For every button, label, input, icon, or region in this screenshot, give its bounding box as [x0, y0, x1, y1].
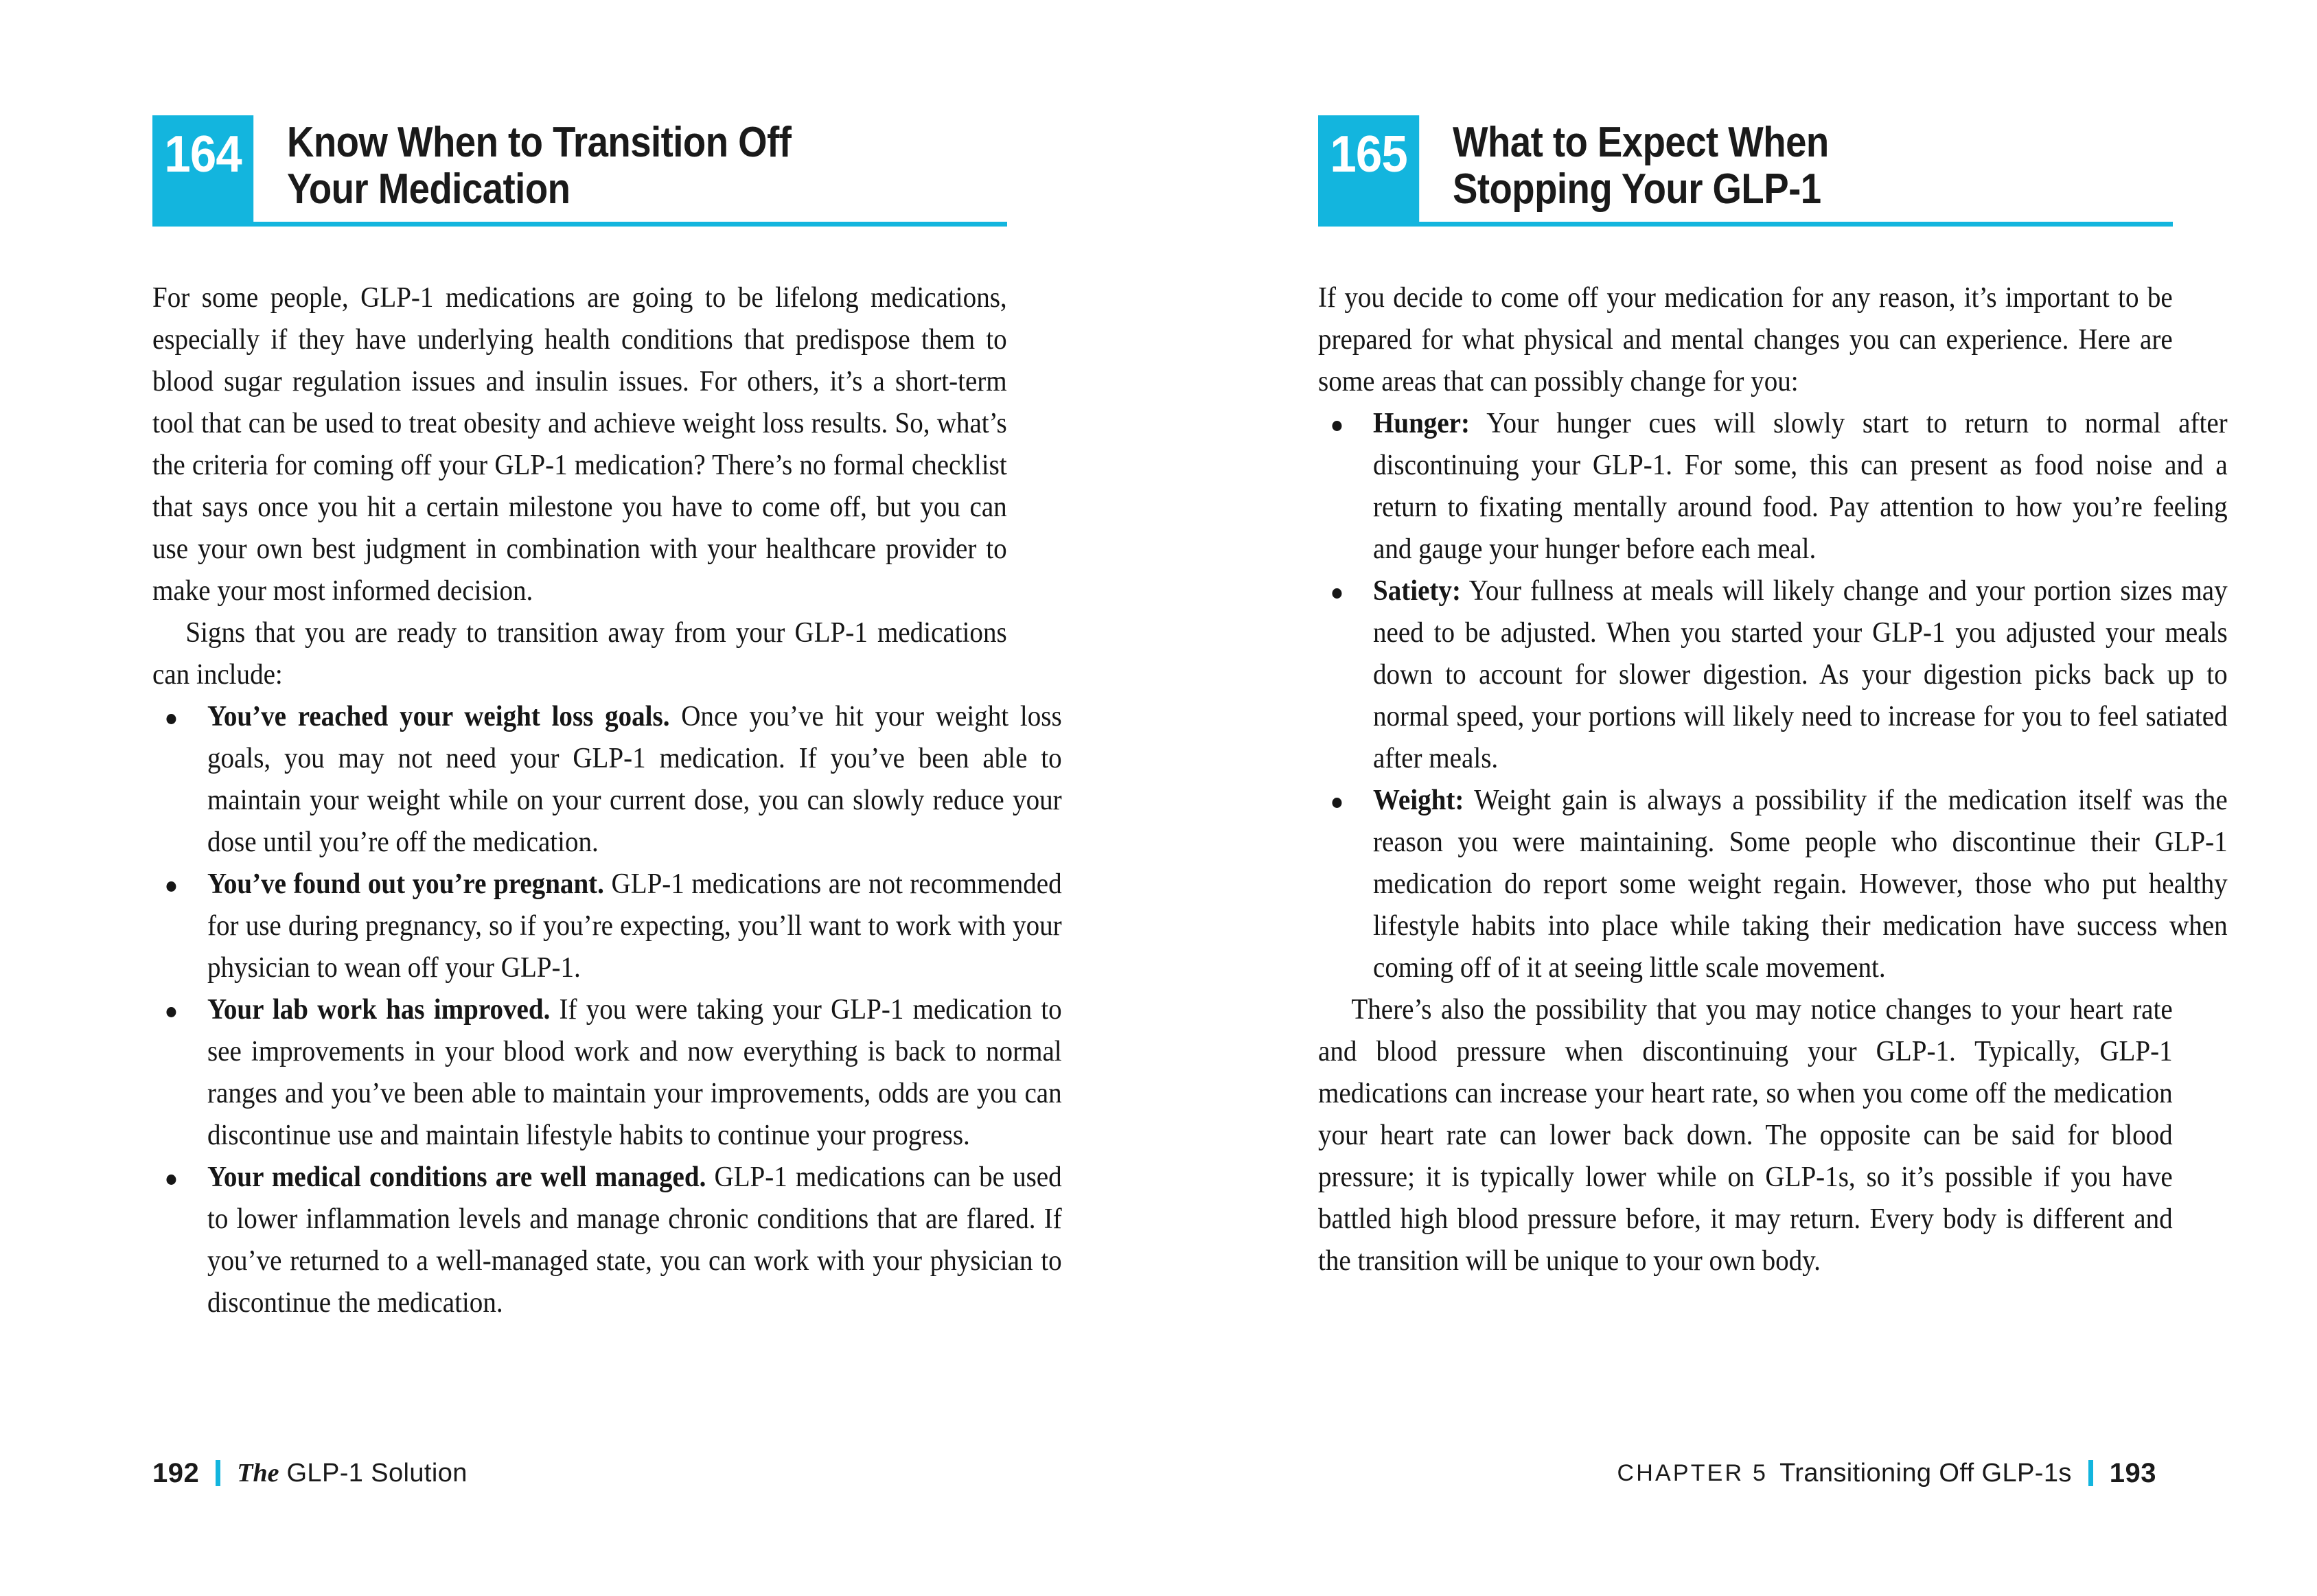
right-page — [1158, 0, 2316, 1596]
list-item-lead: You’ve found out you’re pregnant. — [207, 868, 604, 900]
right-page-footer — [1617, 1459, 2156, 1487]
tip-number-badge: 164 — [152, 115, 253, 222]
list-item-text: Your fullness at meals will likely change and your portion sizes may need to be adjusted. When you started your GLP-1 you adjusted your meals down to account for slower digestion. As your digestion picks back up to normal speed, your portions will likely need to increase for you to feel satiated after meals. — [1372, 575, 2228, 774]
list-item-lead: Hunger: — [1372, 408, 1471, 439]
page-number: 193 — [2109, 1458, 2156, 1488]
bullet-icon — [166, 1175, 176, 1185]
paragraph: Signs that you are ready to transition away from your GLP-1 medications can include: — [152, 617, 1007, 691]
list-item-text: Weight gain is always a possibility if the medication itself was the reason you were maintaining. Some people who discontinue their GLP-1 medication do report some weight regain. However, those who put healthy lifestyle habits into place while taking their medication have success when coming off of it at seeing little scale movement. — [1372, 785, 2228, 984]
paragraph: If you decide to come off your medication for any reason, it’s important to be prepared for what physical and mental changes you can experience. Here are some areas that can possibly change for you: — [1318, 282, 2173, 397]
left-page-footer — [152, 1459, 468, 1487]
list-item — [152, 989, 1062, 1157]
left-page-title — [287, 115, 1175, 213]
list-item-lead: Weight: — [1372, 785, 1464, 816]
left-heading-block — [152, 115, 1007, 244]
bullet-icon — [166, 881, 176, 892]
book-title: GLP-1 Solution — [286, 1459, 468, 1488]
right-heading-block — [1318, 115, 2173, 244]
list-item-text: Your hunger cues will slowly start to return to normal after discontinuing your GLP-1. For some, this can present as food noise and a return to fixating mentally around food. Pay attention to how you’re feeling and gauge your hunger before each meal. — [1372, 408, 2228, 565]
bullet-icon — [1332, 588, 1341, 599]
bullet-icon — [166, 1007, 176, 1017]
footer-divider-icon — [216, 1460, 220, 1486]
bullet-icon — [1332, 421, 1341, 431]
paragraph: There’s also the possibility that you may notice changes to your heart rate and blood pressure when discontinuing your GLP-1. Typically, GLP-1 medications can increase your heart rate, so when you come off the medication your heart rate can lower back down. The opposite can be said for blood pressure; it is typically lower while on GLP-1s, so it’s possible if you have battled high blood pressure before, it may return. Every body is different and the transition will be unique to your own body. — [1318, 994, 2173, 1277]
left-title-line-2: Your Medication — [287, 165, 570, 213]
list-item — [152, 696, 1062, 864]
list-item — [1318, 403, 2228, 570]
footer-divider-icon — [2088, 1460, 2093, 1486]
heading-accent-rule — [1318, 222, 2173, 227]
tip-number-badge: 165 — [1318, 115, 1419, 222]
chapter-label: CHAPTER 5 — [1617, 1460, 1768, 1486]
left-bullet-list — [152, 696, 1062, 1324]
left-title-line-1: Know When to Transition Off — [287, 119, 792, 166]
list-item — [1318, 570, 2228, 780]
list-item — [1318, 780, 2228, 989]
right-page-title — [1453, 115, 2317, 213]
left-body-text — [152, 277, 1062, 1324]
list-item-lead: Your medical conditions are well managed. — [207, 1161, 706, 1193]
book-title-article: The — [237, 1459, 279, 1488]
list-item-lead: Satiety: — [1372, 575, 1461, 607]
page-number: 192 — [152, 1458, 200, 1488]
list-item-text: GLP-1 medications can be used to lower inflammation levels and manage chronic conditions that are flared. If you’ve returned to a well-managed state, you can work with your physician to discontinue the medication. — [207, 1161, 1062, 1319]
right-title-line-2: Stopping Your GLP-1 — [1453, 165, 1821, 213]
right-title-line-1: What to Expect When — [1453, 119, 1829, 166]
chapter-title: Transitioning Off GLP-1s — [1779, 1459, 2072, 1488]
list-item-text: GLP-1 medications are not recommended for use during pregnancy, so if you’re expecting, you’ll want to work with your physician to wean off your GLP-1. — [207, 868, 1062, 984]
list-item-lead: You’ve reached your weight loss goals. — [207, 701, 670, 732]
right-page-content — [1318, 115, 2228, 1596]
list-item — [152, 1157, 1062, 1324]
right-body-text — [1318, 277, 2228, 1282]
bullet-icon — [166, 714, 176, 724]
right-bullet-list — [1318, 403, 2228, 989]
list-item-text: If you were taking your GLP-1 medication to see improvements in your blood work and now everything is back to normal ranges and you’ve been able to maintain your improvements, odds are you can discontinue use and maintain lifestyle habits to continue your progress. — [207, 994, 1062, 1151]
left-page-content — [152, 115, 1062, 1596]
list-item-lead: Your lab work has improved. — [207, 994, 551, 1026]
list-item — [152, 864, 1062, 989]
list-item-text: Once you’ve hit your weight loss goals, you may not need your GLP-1 medication. If you’ve been able to maintain your weight while on your current dose, you can slowly reduce your dose until you’re off the medication. — [207, 701, 1062, 858]
bullet-icon — [1332, 798, 1341, 808]
heading-accent-rule — [152, 222, 1007, 227]
paragraph: For some people, GLP-1 medications are going to be lifelong medications, especially if they have underlying health conditions that predispose them to blood sugar regulation issues and insulin issues. For others, it’s a short-term tool that can be used to treat obesity and achieve weight loss results. So, what’s the criteria for coming off your GLP-1 medication? There’s no formal checklist that says once you hit a certain milestone you have to come off, but you can use your own best judgment in combination with your healthcare provider to make your most informed decision. — [152, 282, 1007, 607]
left-page — [0, 0, 1158, 1596]
